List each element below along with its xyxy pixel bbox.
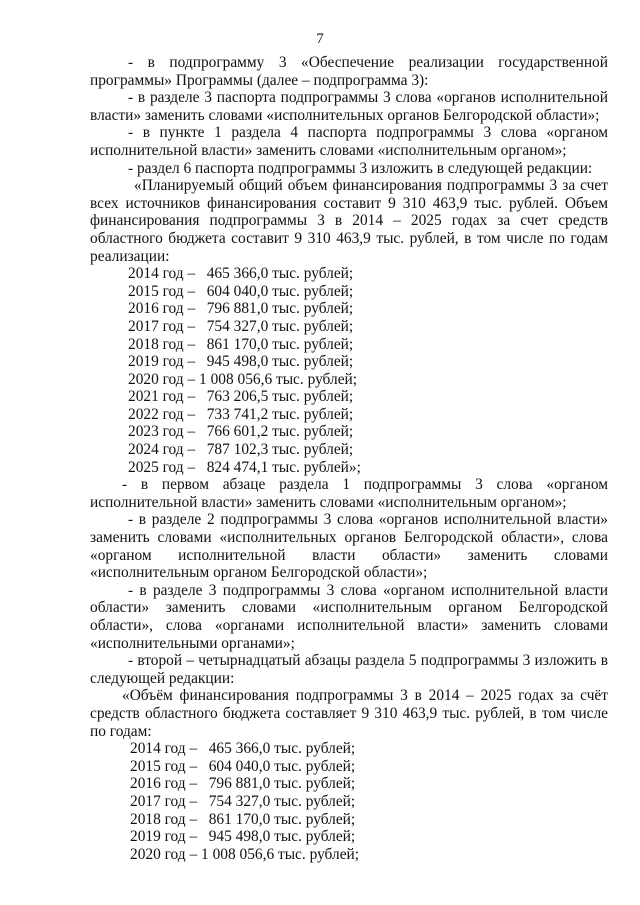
paragraph-section-6-passport: - раздел 6 паспорта подпрограммы 3 изложить в следующей редакции: bbox=[128, 159, 593, 177]
list-item: 2016 год – 796 881,0 тыс. рублей; bbox=[128, 300, 354, 318]
paragraph-section-2: - в разделе 2 подпрограммы 3 слова «органов исполнительной власти» заменить словами «исполнительных органов Белгородской области», слова «органом исполнительной власти области» заменить словами «исполнительным органом Белгородской области»; bbox=[90, 511, 608, 582]
list-item: 2014 год – 465 366,0 тыс. рублей; bbox=[130, 740, 356, 758]
paragraph-financing-volume: «Объём финансирования подпрограммы 3 в 2014 – 2025 годах за счёт средств областного бюджета составляет 9 310 463,9 тыс. рублей, в том числе по годам: bbox=[90, 687, 608, 740]
paragraph-section-3-passport: - в разделе 3 паспорта подпрограммы 3 слова «органов исполнительной власти» заменить словами «исполнительных органов Белгородской области»; bbox=[90, 89, 608, 124]
list-item: 2024 год – 787 102,3 тыс. рублей; bbox=[128, 441, 354, 459]
yearly-financing-list-passport bbox=[90, 265, 608, 476]
document-body bbox=[90, 54, 608, 863]
list-item: 2023 год – 766 601,2 тыс. рублей; bbox=[128, 423, 354, 441]
list-item: 2019 год – 945 498,0 тыс. рублей; bbox=[128, 353, 354, 371]
list-item: 2020 год – 1 008 056,6 тыс. рублей; bbox=[128, 370, 358, 388]
paragraph-planned-financing: «Планируемый общий объем финансирования подпрограммы 3 за счет всех источников финансирования составит 9 310 463,9 тыс. рублей. Объем финансирования подпрограммы 3 в 2014 – 2025 годах за счет средств областного бюджета составит 9 310 463,9 тыс. рублей, в том числе по годам реализации: bbox=[90, 177, 608, 265]
list-item: 2017 год – 754 327,0 тыс. рублей; bbox=[128, 317, 354, 335]
list-item: 2015 год – 604 040,0 тыс. рублей; bbox=[130, 757, 356, 775]
list-item: 2020 год – 1 008 056,6 тыс. рублей; bbox=[130, 845, 360, 863]
paragraph-section-4-passport: - в пункте 1 раздела 4 паспорта подпрограммы 3 слова «органом исполнительной власти» заменить словами «исполнительным органом»; bbox=[90, 124, 608, 159]
yearly-financing-list-section-5 bbox=[90, 740, 608, 863]
list-item: 2019 год – 945 498,0 тыс. рублей; bbox=[130, 828, 356, 846]
list-item: 2018 год – 861 170,0 тыс. рублей; bbox=[128, 335, 354, 353]
list-item: 2016 год – 796 881,0 тыс. рублей; bbox=[130, 775, 356, 793]
list-item: 2025 год – 824 474,1 тыс. рублей»; bbox=[128, 458, 361, 476]
paragraph-section-1: - в первом абзаце раздела 1 подпрограммы 3 слова «органом исполнительной власти» заменить словами «исполнительным органом»; bbox=[90, 476, 608, 511]
list-item: 2018 год – 861 170,0 тыс. рублей; bbox=[130, 810, 356, 828]
page-number: 7 bbox=[316, 31, 324, 47]
list-item: 2017 год – 754 327,0 тыс. рублей; bbox=[130, 792, 356, 810]
paragraph-section-3: - в разделе 3 подпрограммы 3 слова «органом исполнительной власти области» заменить словами «исполнительным органом Белгородской области», слова «органами исполнительной власти» заменить словами «исполнительными органами»; bbox=[90, 581, 608, 652]
paragraph-section-5: - второй – четырнадцатый абзацы раздела 5 подпрограммы 3 изложить в следующей редакции: bbox=[90, 652, 608, 687]
list-item: 2015 год – 604 040,0 тыс. рублей; bbox=[128, 282, 354, 300]
list-item: 2021 год – 763 206,5 тыс. рублей; bbox=[128, 388, 354, 406]
paragraph-subprogram-3: - в подпрограмму 3 «Обеспечение реализации государственной программы» Программы (далее – подпрограмма 3): bbox=[90, 54, 608, 89]
list-item: 2022 год – 733 741,2 тыс. рублей; bbox=[128, 405, 354, 423]
list-item: 2014 год – 465 366,0 тыс. рублей; bbox=[128, 265, 354, 283]
